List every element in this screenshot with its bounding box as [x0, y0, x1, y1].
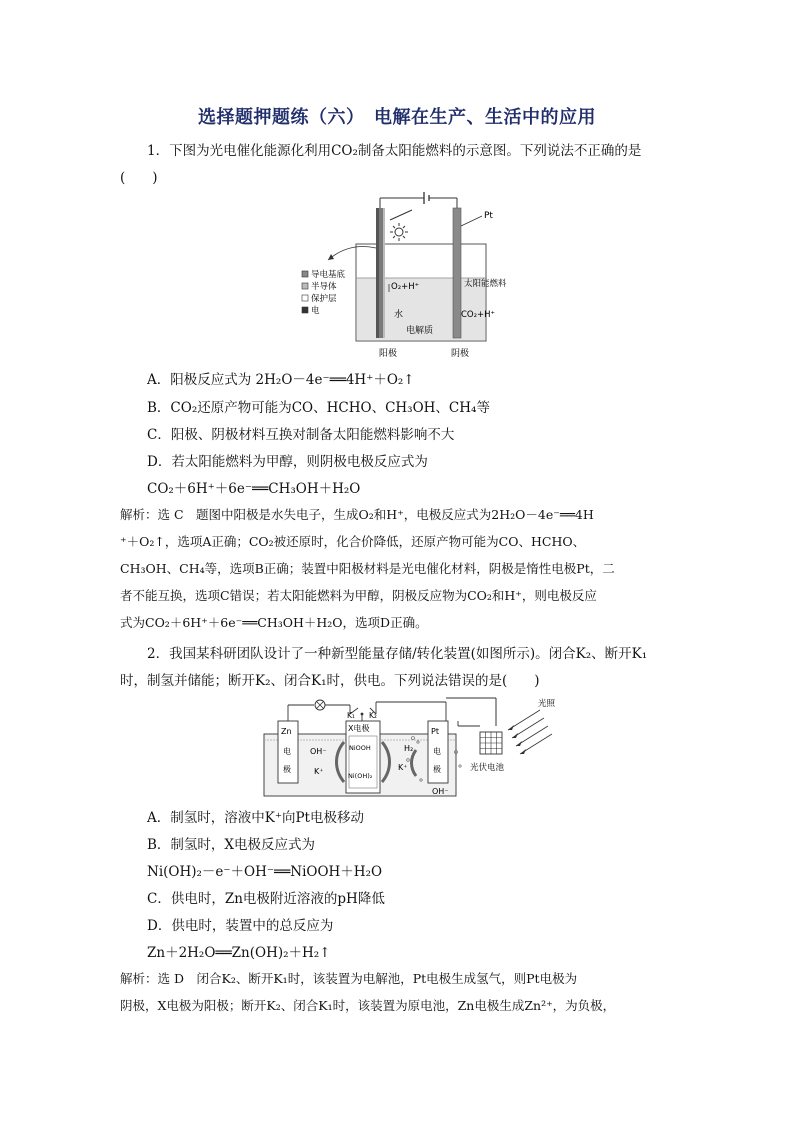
x-electrode-label: X电极 — [348, 724, 370, 733]
question-1-answer-blank: ( ) — [120, 170, 158, 186]
q1-analysis-line: 者不能互换，选项C错误；若太阳能燃料为甲醇，阴极反应物为CO₂和H⁺，则电极反应 — [120, 588, 597, 603]
q2-option-b-equation: Ni(OH)₂－e⁻＋OH⁻══NiOOH＋H₂O — [147, 864, 383, 880]
q1-option-a: A．阳极反应式为 2H₂O－4e⁻══4H⁺＋O₂↑ — [147, 372, 415, 388]
k1-label: K₁ — [347, 711, 355, 720]
q1-option-d: D．若太阳能燃料为甲醇，则阴极电极反应式为 — [147, 454, 428, 470]
q1-analysis-line: 解析：选 C 题图中阳极是水失电子，生成O₂和H⁺，电极反应式为2H₂O－4e⁻══4H — [120, 507, 594, 522]
q1-analysis-line: ⁺＋O₂↑，选项A正确；CO₂被还原时，化合价降低，还原产物可能为CO、HCHO、 — [120, 534, 586, 549]
question-1-stem: 1．下图为光电催化能源化利用CO₂制备太阳能燃料的示意图。下列说法不正确的是 — [147, 143, 642, 159]
q1-option-d-equation: CO₂＋6H⁺＋6e⁻══CH₃OH＋H₂O — [147, 481, 361, 497]
cathode-label: 阴极 — [451, 349, 470, 359]
page-title: 选择题押题练（六） 电解在生产、生活中的应用 — [198, 107, 596, 128]
electrolyte-label: 电解质 — [406, 326, 434, 336]
figure-1-photoelectrocatalysis — [298, 190, 530, 362]
pt-electrode-label: Pt — [431, 727, 439, 736]
k-ion-label: K⁺ — [314, 767, 324, 776]
q1-analysis-line: 式为CO₂＋6H⁺＋6e⁻══CH₃OH＋H₂O，选项D正确。 — [120, 615, 428, 630]
figure-2-energy-storage-device — [258, 694, 578, 804]
co2-h-label: CO₂+H⁺ — [461, 310, 496, 320]
q2-option-b: B．制氢时，X电极反应式为 — [147, 837, 316, 853]
anode-label: 阳极 — [379, 349, 398, 359]
solar-panel-icon — [480, 732, 502, 754]
nioh2-label: Ni(OH)₂ — [348, 772, 373, 780]
light-label: 光照 — [538, 699, 556, 709]
o2-h-label: O₂+H⁺ — [391, 282, 420, 292]
oh-label: OH⁻ — [310, 747, 327, 756]
legend-substrate: 导电基底 — [311, 270, 346, 280]
q2-analysis-line: 解析：选 D 闭合K₂、断开K₁时，该装置为电解池，Pt电极生成氢气，则Pt电极为 — [120, 971, 578, 986]
legend-protective-layer: 保护层 — [311, 294, 337, 304]
q1-analysis-line: CH₃OH、CH₄等，选项B正确；装置中阳极材料是光电催化材料，阴极是惰性电极Pt，二 — [120, 561, 615, 576]
q2-option-a: A．制氢时，溶液中K⁺向Pt电极移动 — [147, 810, 364, 826]
legend-electric: 电 — [311, 306, 320, 316]
svg-text:极: 极 — [433, 765, 441, 774]
q2-analysis-line: 阴极，X电极为阳极；断开K₂、闭合K₁时，该装置为原电池，Zn电极生成Zn²⁺，为负极， — [120, 998, 616, 1013]
pt-label: Pt — [484, 211, 493, 221]
question-2-stem: 2．我国某科研团队设计了一种新型能量存储/转化装置(如图所示)。闭合K₂、断开K₁ — [147, 646, 648, 662]
svg-text:电: 电 — [283, 747, 291, 756]
q1-option-c: C．阳极、阴极材料互换对制备太阳能燃料影响不大 — [147, 427, 455, 443]
q2-option-c: C．供电时，Zn电极附近溶液的pH降低 — [147, 891, 385, 907]
q1-option-b: B．CO₂还原产物可能为CO、HCHO、CH₃OH、CH₄等 — [147, 400, 490, 416]
h2-label: H₂ — [404, 744, 414, 753]
svg-text:OH⁻: OH⁻ — [432, 787, 449, 796]
question-2-stem-cont: 时，制氢并储能；断开K₂、闭合K₁时，供电。下列说法错误的是( ) — [120, 673, 540, 689]
svg-text:电: 电 — [433, 747, 441, 756]
lamp-icon — [315, 700, 325, 710]
svg-text:K⁺: K⁺ — [398, 763, 408, 772]
q2-option-d: D．供电时，装置中的总反应为 — [147, 918, 334, 934]
solar-fuel-label: 太阳能燃料 — [464, 279, 507, 289]
niooh-label: NiOOH — [349, 744, 371, 752]
k2-label: K₂ — [369, 711, 377, 720]
legend-semiconductor: 半导体 — [311, 282, 337, 292]
pv-cell-label: 光伏电池 — [470, 763, 505, 773]
sun-icon — [390, 223, 408, 241]
zn-label: Zn — [281, 727, 292, 736]
svg-text:极: 极 — [283, 765, 291, 774]
q2-option-d-equation: Zn＋2H₂O══Zn(OH)₂＋H₂↑ — [147, 945, 331, 961]
water-label: 水 — [394, 310, 404, 320]
